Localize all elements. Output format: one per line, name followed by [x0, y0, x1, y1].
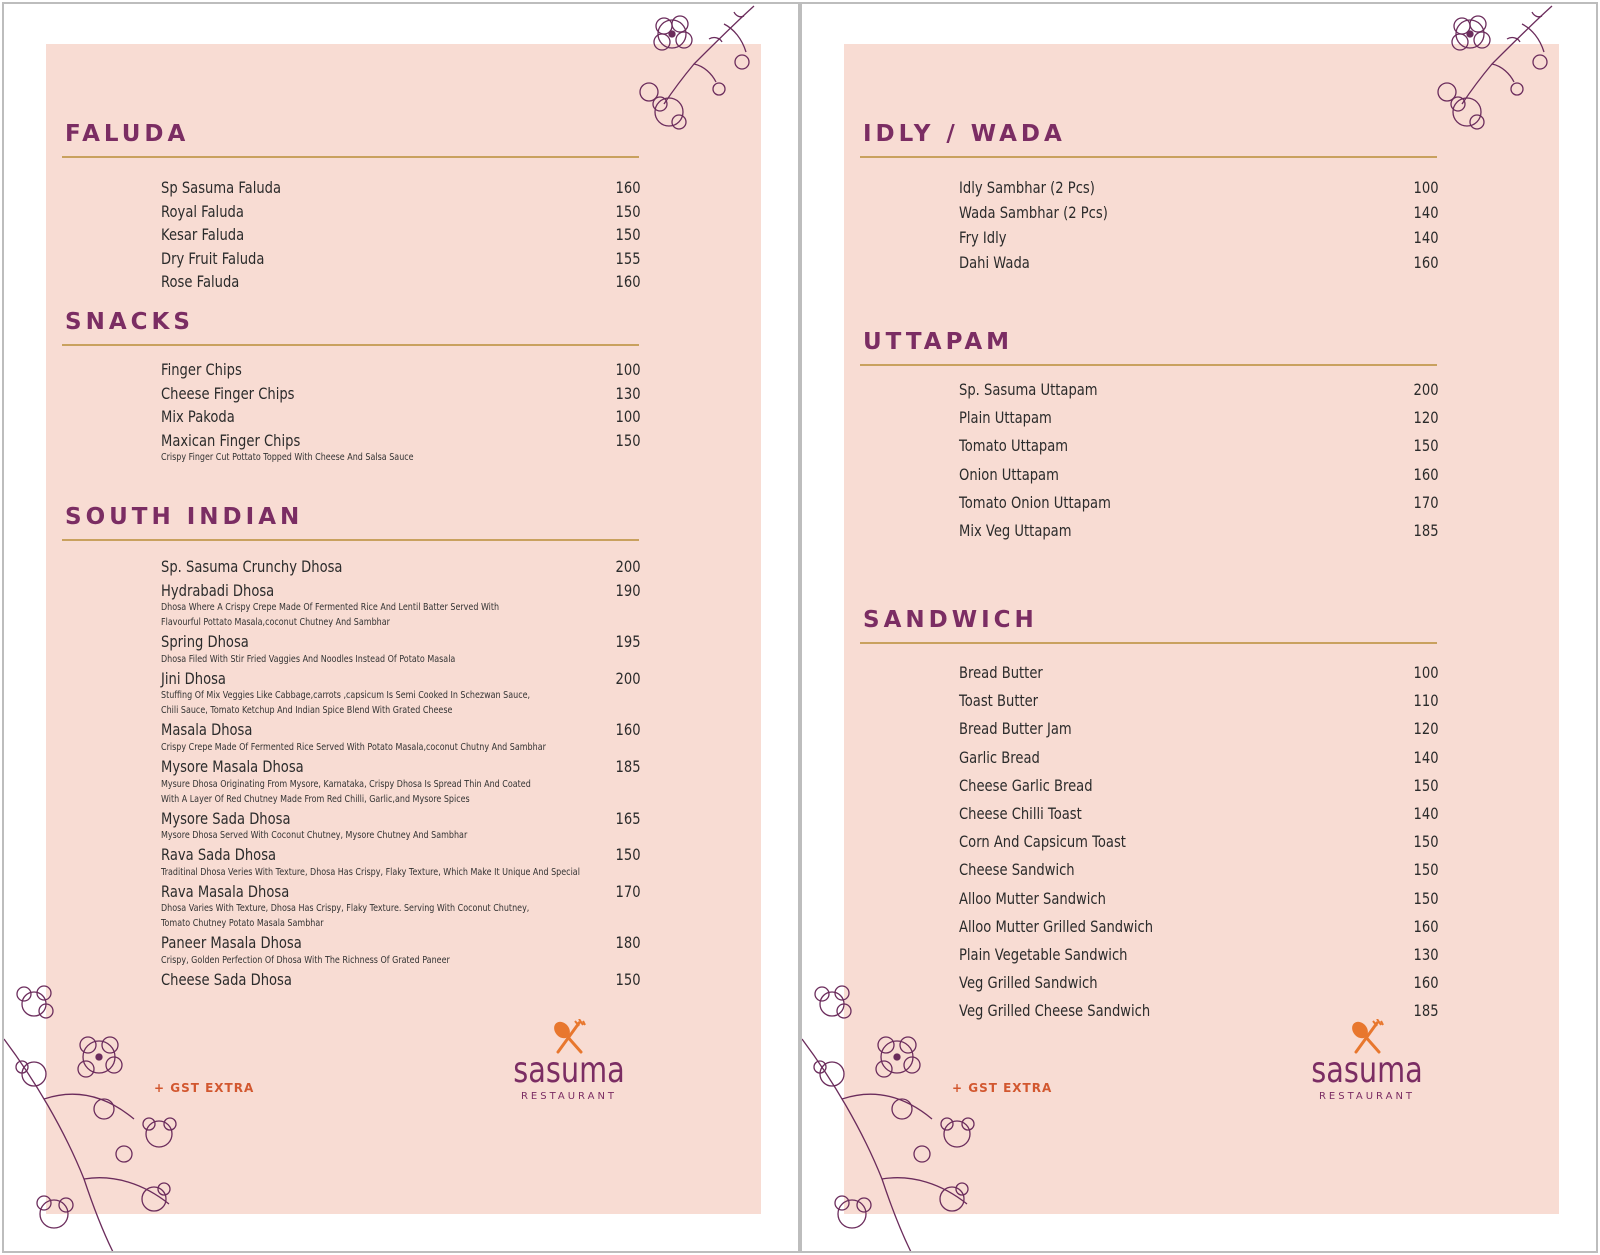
item-price: 190: [615, 580, 641, 600]
item-price: 100: [1413, 663, 1439, 682]
section-title-uttapam: UTTAPAM: [863, 329, 1014, 355]
menu-item-row: [161, 360, 641, 384]
section-items-sandwich: [959, 663, 1439, 1029]
item-name: Veg Grilled Sandwich: [959, 973, 1098, 993]
item-price: 100: [1413, 178, 1439, 197]
item-name: Cheese Sada Dhosa: [161, 969, 292, 989]
menu-item-row: [161, 249, 641, 273]
item-price: 160: [1413, 464, 1439, 484]
item-price: 100: [615, 360, 641, 379]
item-name: Alloo Mutter Grilled Sandwich: [959, 916, 1154, 936]
menu-item: [959, 228, 1439, 253]
item-price: 150: [1413, 860, 1439, 880]
section-items-faluda: [161, 178, 641, 296]
menu-page-left: [2, 2, 800, 1253]
menu-item: [161, 669, 641, 721]
section-title-sandwich: SANDWICH: [863, 607, 1038, 633]
item-price: 150: [1413, 888, 1439, 908]
item-price: 150: [615, 845, 641, 865]
section-divider: [860, 364, 1437, 366]
menu-item-row: [959, 748, 1439, 776]
menu-item-row: [161, 178, 641, 202]
item-name: Rose Faluda: [161, 272, 240, 292]
item-name: Maxican Finger Chips: [161, 430, 301, 450]
item-price: 160: [615, 720, 641, 740]
item-name: Toast Butter: [959, 691, 1039, 711]
menu-item: [959, 804, 1439, 832]
item-name: Dry Fruit Faluda: [161, 248, 265, 268]
item-name: Bread Butter: [959, 663, 1043, 682]
item-price: 185: [615, 756, 641, 776]
item-description: Flavourful Pottato Masala,coconut Chutney And Sambhar: [161, 617, 390, 629]
menu-item: [959, 408, 1439, 436]
item-description: Dhosa Where A Crispy Crepe Made Of Fermented Rice And Lentil Batter Served With: [161, 602, 500, 614]
menu-item-row: [161, 272, 641, 296]
menu-item-row: [959, 860, 1439, 888]
item-description: Stuffing Of Mix Veggies Like Cabbage,carrots ,capsicum Is Semi Cooked In Schezwan Sauce,: [161, 690, 531, 702]
item-name: Corn And Capsicum Toast: [959, 832, 1126, 852]
menu-item: [959, 691, 1439, 719]
menu-item: [959, 748, 1439, 776]
item-name: Tomato Onion Uttapam: [959, 492, 1111, 512]
menu-item-row: [959, 917, 1439, 945]
item-price: 140: [1413, 203, 1439, 222]
menu-item: [959, 436, 1439, 464]
item-price: 150: [1413, 832, 1439, 852]
section-divider: [860, 642, 1437, 644]
menu-item: [161, 249, 641, 273]
item-price: 195: [615, 632, 641, 652]
menu-item: [959, 203, 1439, 228]
item-description: Crispy Crepe Made Of Fermented Rice Served With Potato Masala,coconut Chutny And Sambhar: [161, 741, 546, 753]
menu-item: [161, 384, 641, 408]
item-name: Sp Sasuma Faluda: [161, 178, 282, 197]
menu-item-row: [959, 493, 1439, 521]
item-price: 200: [1413, 380, 1439, 399]
menu-item-row: [959, 436, 1439, 464]
item-price: 130: [1413, 944, 1439, 964]
section-items-idly-wada: [959, 178, 1439, 278]
item-price: 200: [615, 557, 641, 576]
item-price: 185: [1413, 520, 1439, 540]
menu-item: [959, 253, 1439, 278]
item-description: Traditinal Dhosa Veries With Texture, Dhosa Has Crispy, Flaky Texture, Which Make It Unique And Special: [161, 866, 580, 878]
item-name: Spring Dhosa: [161, 632, 249, 652]
menu-item-row: [959, 178, 1439, 203]
item-name: Mix Pakoda: [161, 407, 235, 427]
menu-item: [959, 973, 1439, 1001]
item-price: 160: [1413, 916, 1439, 936]
menu-item: [161, 407, 641, 431]
menu-item: [161, 933, 641, 970]
menu-item-row: [161, 202, 641, 226]
item-name: Wada Sambhar (2 Pcs): [959, 203, 1108, 222]
menu-item-row: [959, 804, 1439, 832]
menu-item: [161, 632, 641, 669]
item-price: 160: [1413, 973, 1439, 993]
item-name: Kesar Faluda: [161, 225, 245, 245]
item-price: 150: [615, 969, 641, 989]
menu-item: [161, 882, 641, 934]
menu-item: [161, 581, 641, 633]
item-price: 140: [1413, 803, 1439, 823]
item-name: Mysore Masala Dhosa: [161, 756, 304, 776]
cherry-blossom-branch-icon: [802, 979, 992, 1253]
item-price: 140: [1413, 747, 1439, 767]
menu-item: [959, 493, 1439, 521]
item-name: Masala Dhosa: [161, 720, 253, 740]
item-name: Cheese Finger Chips: [161, 383, 295, 403]
menu-item-row: [959, 719, 1439, 747]
menu-item-row: [959, 408, 1439, 436]
menu-item: [959, 521, 1439, 549]
section-items-snacks: [161, 360, 641, 467]
section-items-south-indian: [161, 557, 641, 994]
menu-item: [161, 225, 641, 249]
item-description: Crispy, Golden Perfection Of Dhosa With The Richness Of Grated Paneer: [161, 954, 450, 966]
item-price: 150: [615, 430, 641, 450]
menu-item-row: [959, 380, 1439, 408]
section-title-faluda: FALUDA: [65, 121, 190, 147]
item-name: Royal Faluda: [161, 201, 244, 221]
menu-item: [161, 845, 641, 882]
menu-item: [959, 889, 1439, 917]
menu-item: [959, 663, 1439, 691]
item-description: Mysure Dhosa Originating From Mysore, Karnataka, Crispy Dhosa Is Spread Thin And Coated: [161, 778, 531, 790]
item-name: Sp. Sasuma Crunchy Dhosa: [161, 557, 343, 576]
menu-item: [161, 360, 641, 384]
item-price: 140: [1413, 228, 1439, 247]
menu-item: [161, 272, 641, 296]
menu-item-row: [959, 465, 1439, 493]
menu-item: [959, 917, 1439, 945]
menu-item-row: [161, 225, 641, 249]
section-divider: [860, 156, 1437, 158]
menu-item-row: [161, 384, 641, 408]
menu-item: [959, 860, 1439, 888]
menu-item-row: [959, 973, 1439, 1001]
brand-logo: [494, 1019, 644, 1109]
item-name: Rava Sada Dhosa: [161, 845, 277, 865]
item-name: Hydrabadi Dhosa: [161, 580, 275, 600]
menu-item: [161, 202, 641, 226]
brand-subtitle: RESTAURANT: [1318, 1091, 1416, 1102]
item-name: Mix Veg Uttapam: [959, 520, 1072, 540]
cherry-blossom-branch-icon: [1422, 4, 1562, 139]
menu-item: [959, 465, 1439, 493]
menu-item: [959, 776, 1439, 804]
menu-item: [161, 431, 641, 468]
item-description: With A Layer Of Red Chutney Made From Red Chilli, Garlic,and Mysore Spices: [161, 793, 470, 805]
item-name: Garlic Bread: [959, 747, 1040, 767]
item-name: Mysore Sada Dhosa: [161, 808, 291, 828]
menu-item-row: [959, 663, 1439, 691]
section-divider: [62, 344, 639, 346]
brand-name: sasuma: [1311, 1050, 1423, 1091]
section-title-south-indian: SOUTH INDIAN: [65, 504, 304, 530]
menu-item-row: [959, 521, 1439, 549]
item-name: Veg Grilled Cheese Sandwich: [959, 1001, 1151, 1021]
menu-item: [959, 719, 1439, 747]
item-name: Paneer Masala Dhosa: [161, 933, 302, 953]
item-name: Plain Uttapam: [959, 408, 1052, 428]
item-price: 200: [615, 668, 641, 688]
item-price: 150: [615, 225, 641, 245]
item-name: Sp. Sasuma Uttapam: [959, 380, 1098, 399]
gst-note: + GST EXTRA: [154, 1081, 255, 1095]
menu-item-row: [959, 945, 1439, 973]
item-name: Rava Masala Dhosa: [161, 881, 290, 901]
item-price: 150: [1413, 775, 1439, 795]
item-price: 120: [1413, 408, 1439, 428]
menu-item-row: [161, 557, 641, 581]
brand-logo: [1292, 1019, 1442, 1109]
item-name: Idly Sambhar (2 Pcs): [959, 178, 1095, 197]
gst-note: + GST EXTRA: [952, 1081, 1053, 1095]
item-price: 155: [615, 248, 641, 268]
item-price: 170: [615, 881, 641, 901]
item-name: Plain Vegetable Sandwich: [959, 944, 1128, 964]
item-price: 185: [1413, 1001, 1439, 1021]
menu-item: [161, 720, 641, 757]
item-description: Chili Sauce, Tomato Ketchup And Indian Spice Blend With Grated Cheese: [161, 705, 453, 717]
item-name: Fry Idly: [959, 228, 1007, 247]
item-price: 160: [615, 272, 641, 292]
menu-item-row: [161, 970, 641, 994]
item-price: 180: [615, 933, 641, 953]
item-description: Dhosa Varies With Texture, Dhosa Has Crispy, Flaky Texture. Serving With Coconut Chutney,: [161, 903, 530, 915]
item-price: 160: [615, 178, 641, 197]
section-divider: [62, 539, 639, 541]
menu-page-right: [800, 2, 1598, 1253]
item-description: Mysore Dhosa Served With Coconut Chutney, Mysore Chutney And Sambhar: [161, 830, 468, 842]
menu-item-row: [161, 407, 641, 431]
item-price: 150: [1413, 436, 1439, 456]
item-price: 160: [1413, 253, 1439, 272]
item-price: 150: [615, 201, 641, 221]
menu-item: [959, 380, 1439, 408]
cherry-blossom-branch-icon: [4, 979, 194, 1253]
menu-item: [161, 757, 641, 809]
item-name: Jini Dhosa: [161, 668, 226, 688]
section-title-idly-wada: IDLY / WADA: [863, 121, 1066, 147]
menu-item: [161, 178, 641, 202]
item-price: 110: [1413, 691, 1439, 711]
item-name: Dahi Wada: [959, 253, 1030, 272]
menu-item-row: [959, 832, 1439, 860]
item-name: Tomato Uttapam: [959, 436, 1069, 456]
brand-name: sasuma: [513, 1050, 625, 1091]
item-name: Cheese Chilli Toast: [959, 803, 1082, 823]
item-description: Crispy Finger Cut Pottato Topped With Cheese And Salsa Sauce: [161, 452, 414, 464]
menu-item-row: [959, 228, 1439, 253]
brand-subtitle: RESTAURANT: [520, 1091, 618, 1102]
item-price: 130: [615, 383, 641, 403]
menu-item-row: [959, 203, 1439, 228]
menu-item: [161, 809, 641, 846]
menu-item: [161, 557, 641, 581]
item-price: 170: [1413, 492, 1439, 512]
section-divider: [62, 156, 639, 158]
item-name: Cheese Sandwich: [959, 860, 1075, 880]
item-name: Cheese Garlic Bread: [959, 775, 1093, 795]
menu-item: [959, 178, 1439, 203]
menu-item-row: [959, 889, 1439, 917]
menu-item: [161, 970, 641, 994]
item-name: Alloo Mutter Sandwich: [959, 888, 1106, 908]
menu-item-row: [959, 253, 1439, 278]
cherry-blossom-branch-icon: [624, 4, 764, 139]
item-name: Onion Uttapam: [959, 464, 1059, 484]
item-name: Bread Butter Jam: [959, 719, 1072, 739]
item-description: Tomato Chutney Potato Masala Sambhar: [161, 918, 324, 930]
menu-item-row: [959, 776, 1439, 804]
menu-item-row: [959, 691, 1439, 719]
item-name: Finger Chips: [161, 360, 242, 379]
item-price: 165: [615, 808, 641, 828]
menu-item: [959, 832, 1439, 860]
section-title-snacks: SNACKS: [65, 309, 194, 335]
item-price: 100: [615, 407, 641, 427]
menu-item: [959, 945, 1439, 973]
item-price: 120: [1413, 719, 1439, 739]
item-description: Dhosa Filed With Stir Fried Vaggies And Noodles Instead Of Potato Masala: [161, 653, 456, 665]
section-items-uttapam: [959, 380, 1439, 549]
